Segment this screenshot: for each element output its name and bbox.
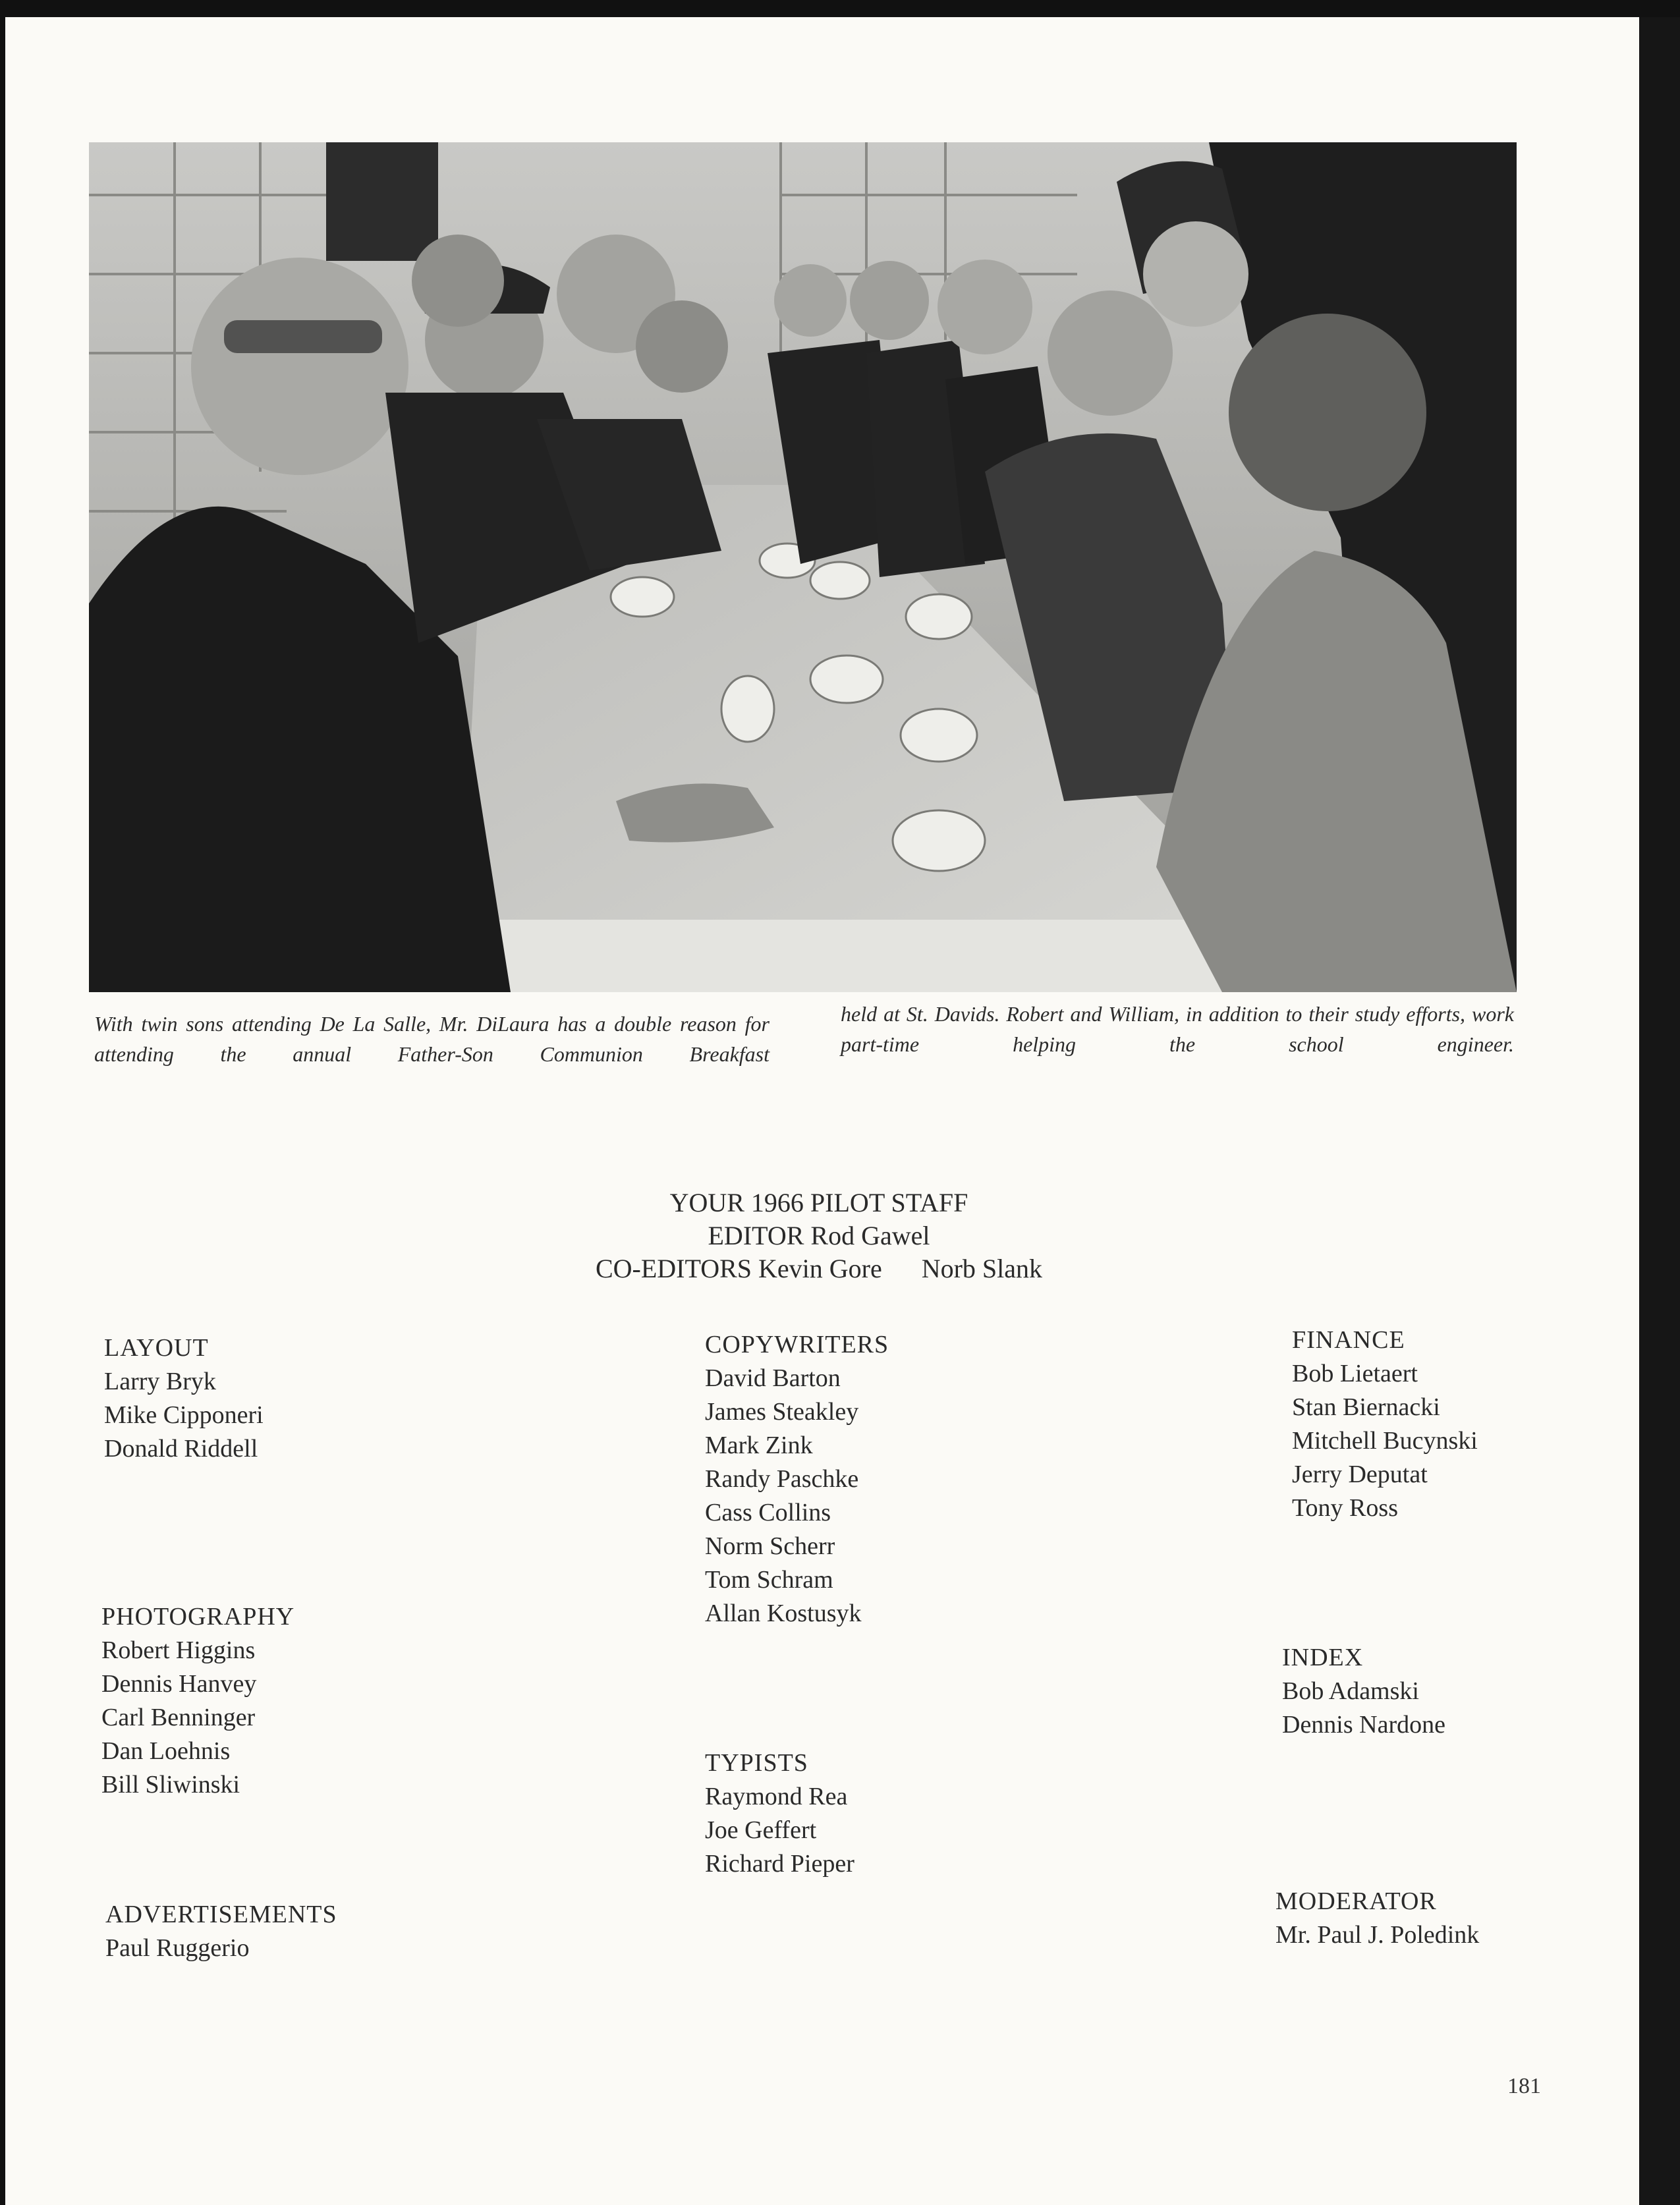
photo-illustration	[89, 142, 1517, 992]
coeditor-second: Norb Slank	[921, 1254, 1043, 1283]
list-item: Tony Ross	[1292, 1494, 1398, 1522]
list-item: Mitchell Bucynski	[1292, 1427, 1478, 1455]
list-item: Dennis Nardone	[1282, 1711, 1445, 1739]
staff-heading: YOUR 1966 PILOT STAFF	[669, 1188, 968, 1217]
list-item: Mike Cipponeri	[104, 1401, 264, 1429]
coeditors-line	[401, 1252, 1237, 1285]
list-item: Randy Paschke	[705, 1465, 859, 1493]
breakfast-photo	[89, 142, 1517, 992]
list-item: Stan Biernacki	[1292, 1393, 1440, 1421]
copywriters-group	[705, 1328, 889, 1631]
finance-group	[1292, 1324, 1478, 1525]
layout-title: LAYOUT	[104, 1334, 209, 1362]
yearbook-page	[5, 17, 1639, 2205]
page-number: 181	[1507, 2074, 1541, 2098]
staff-header	[401, 1186, 1237, 1285]
finance-title: FINANCE	[1292, 1326, 1405, 1354]
list-item: Norm Scherr	[705, 1532, 835, 1560]
advertisements-group	[105, 1898, 337, 1965]
list-item: Tom Schram	[705, 1566, 833, 1594]
photo-caption-right: held at St. Davids. Robert and William, in addition to their study efforts, work part-time helping the school engineer.	[841, 1002, 1514, 1056]
list-item: Paul Ruggerio	[105, 1934, 250, 1962]
list-item: Bill Sliwinski	[101, 1771, 240, 1799]
typists-group	[705, 1746, 854, 1881]
list-item: Dan Loehnis	[101, 1737, 231, 1765]
list-item: Mark Zink	[705, 1432, 813, 1459]
list-item: Joe Geffert	[705, 1816, 817, 1844]
typists-title: TYPISTS	[705, 1749, 808, 1777]
list-item: Jerry Deputat	[1292, 1461, 1428, 1488]
list-item: Mr. Paul J. Poledink	[1275, 1921, 1480, 1949]
list-item: Richard Pieper	[705, 1850, 854, 1878]
list-item: Bob Adamski	[1282, 1677, 1419, 1705]
layout-group	[104, 1331, 264, 1466]
moderator-group	[1275, 1885, 1479, 1952]
coeditors-label: CO-EDITORS Kevin Gore	[595, 1254, 882, 1283]
list-item: James Steakley	[705, 1398, 859, 1426]
list-item: Donald Riddell	[104, 1435, 258, 1463]
list-item: Cass Collins	[705, 1499, 831, 1526]
list-item: Larry Bryk	[104, 1368, 216, 1395]
list-item: Carl Benninger	[101, 1704, 256, 1731]
list-item: Raymond Rea	[705, 1783, 848, 1810]
index-title: INDEX	[1282, 1644, 1364, 1671]
copywriters-title: COPYWRITERS	[705, 1331, 889, 1358]
photography-group	[101, 1600, 294, 1802]
index-group	[1282, 1641, 1445, 1742]
photography-title: PHOTOGRAPHY	[101, 1603, 295, 1631]
list-item: Bob Lietaert	[1292, 1360, 1418, 1387]
advertisements-title: ADVERTISEMENTS	[105, 1901, 337, 1928]
editor-line: EDITOR Rod Gawel	[708, 1221, 930, 1250]
scan-edge	[1639, 17, 1680, 2205]
list-item: Allan Kostusyk	[705, 1600, 862, 1627]
list-item: Robert Higgins	[101, 1636, 256, 1664]
list-item: David Barton	[705, 1364, 841, 1392]
list-item: Dennis Hanvey	[101, 1670, 257, 1698]
photo-caption-left: With twin sons attending De La Salle, Mr. DiLaura has a double reason for attending the annual Father-Son Communion Breakfast	[94, 1012, 770, 1066]
moderator-title: MODERATOR	[1275, 1887, 1437, 1915]
